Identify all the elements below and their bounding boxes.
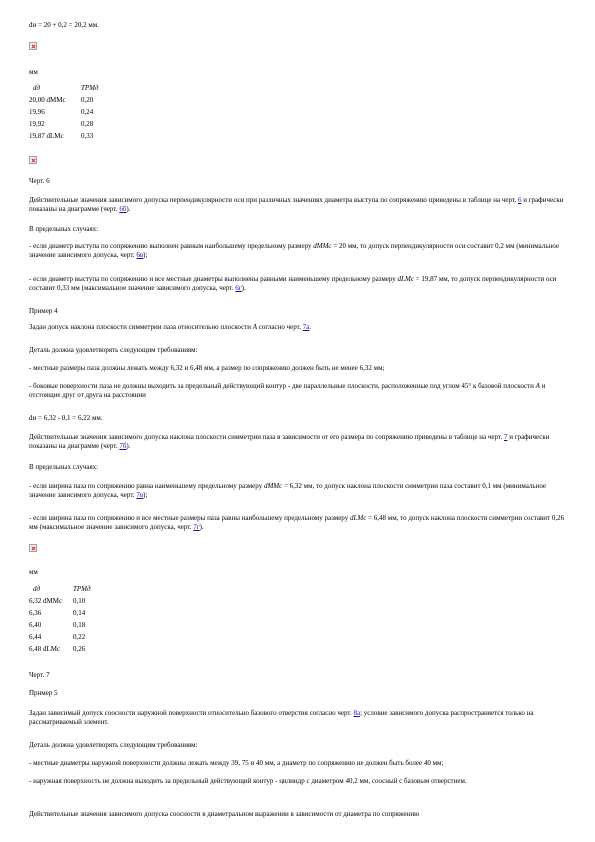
broken-image-icon	[29, 42, 37, 50]
text-part: Задан зависимый допуск соосности наружной поверхности относительно базового отверстия согласно черт.	[29, 709, 354, 717]
unit-label: мм	[29, 68, 38, 76]
text-part: - боковые поверхности паза не должны выходить за предельный действующий контур - две параллельные плоскости, расположенные под углом 45° к базовой плоскости	[29, 382, 536, 390]
chart-7g-link[interactable]: 7г	[193, 522, 200, 531]
paragraph: - местные диаметры наружной поверхности должны лежать между 39, 75 и 40 мм, а диаметр по сопряжению не должен быть более 40 мм;	[29, 759, 444, 767]
paragraph	[29, 709, 574, 726]
symbol: dMMс	[313, 242, 332, 250]
paragraph	[29, 323, 574, 332]
chart-7v-link[interactable]: 7в	[136, 490, 144, 499]
paragraph: - наружная поверхность не должна выходить за предельный действующий контур - цилиндр с диаметром 40,2 мм, соосный с базовым отверстием.	[29, 777, 467, 785]
paragraph: В предельных случаях:	[29, 225, 99, 233]
formula-line: dи = 20 + 0,2 = 20,2 мм.	[29, 21, 99, 29]
paragraph	[29, 196, 574, 213]
paragraph	[29, 482, 574, 499]
text-part: - если диаметр выступа по сопряжению и все местные диаметры выполнены равными наименьшему предельному размеру	[29, 275, 398, 283]
text-part: ; условие зависимого допуска распространяется только на рассматриваемый элемент.	[29, 709, 534, 726]
text-part: .	[309, 323, 312, 331]
chart-6v-link[interactable]: 6в	[136, 250, 144, 259]
text-part: и графически показаны на диаграмме (черт.	[29, 196, 564, 213]
chart-6b-link[interactable]: 6б	[119, 204, 127, 213]
symbol: dMMс	[263, 482, 283, 490]
text-part: - если диаметр выступа по сопряжению выполнен равным наибольшему предельному размеру	[29, 242, 314, 250]
text-part: и графически показаны на диаграмме (черт.	[29, 433, 550, 450]
symbol: dLMс	[349, 514, 367, 522]
text-part: = 6,32 мм, то допуск наклона плоскости симметрии паза составит 0,1 мм (минимальное значение зависимого допуска, черт.	[29, 482, 547, 499]
text-part: );	[143, 250, 148, 259]
text-part: ).	[126, 441, 131, 450]
text-part: - если ширина паза по сопряжению и все местные размеры паза равны наибольшему предельному размеру	[29, 514, 350, 522]
symbol: dLMс	[397, 275, 414, 283]
chart-8a-link[interactable]: 8а	[353, 709, 361, 717]
broken-image-icon	[29, 156, 37, 164]
text-part: согласно черт.	[257, 323, 303, 331]
text-part: и отстоящие друг от друга на расстоянии	[29, 382, 546, 399]
paragraph: - местные размеры паза должны лежать между 6,32 и 6,48 мм, а размер по сопряжению должен быть не менее 6,32 мм;	[29, 364, 385, 372]
text-part: = 6,48 мм, то допуск наклона плоскости симметрии составит 0,26 мм (максимальное значение зависимого допуска, черт.	[29, 514, 565, 531]
figure-caption: Черт. 7	[29, 671, 50, 679]
chart-7b-link[interactable]: 7б	[119, 441, 127, 450]
text-part: );	[143, 490, 148, 499]
broken-image-icon	[29, 544, 37, 552]
chart-7-link[interactable]: 7	[503, 433, 508, 441]
text-part: Действительные значения зависимого допуска наклона плоскости симметрии паза в зависимости от его размера по сопряжению приведены в таблице на черт.	[29, 433, 504, 441]
text-part: ).	[241, 283, 246, 292]
paragraph: Деталь должна удовлетворять следующим требованиям:	[29, 346, 198, 354]
text-part: ).	[199, 522, 204, 531]
example-title: Пример 5	[29, 689, 58, 697]
text-part: = 19,87 мм, то допуск перпендикулярности оси составит 0,33 мм (максимальное значение зависимого допуска, черт.	[29, 275, 557, 292]
paragraph	[29, 382, 574, 399]
text-part: Задан допуск наклона плоскости симметрии паза относительно плоскости	[29, 323, 253, 331]
paragraph	[29, 242, 574, 259]
formula-line: dи = 6,32 - 0,1 = 6,22 мм.	[29, 414, 103, 422]
chart-6-link[interactable]: 6	[517, 196, 522, 204]
paragraph: Действительные значения зависимого допуска соосности в диаметральном выражении в зависимости от диаметра по сопряжению	[29, 810, 420, 818]
symbol: A	[535, 382, 540, 390]
text-part: Действительные значения зависимого допуска перпендикулярности оси при различных значениях диаметра выступа по сопряжению приведены в таблице на черт.	[29, 196, 518, 204]
paragraph	[29, 275, 574, 292]
paragraph	[29, 433, 574, 450]
chart-6g-link[interactable]: 6г	[235, 283, 242, 292]
chart-7a-link[interactable]: 7а	[302, 323, 310, 331]
text-part: - если ширина паза по сопряжению равна наименьшему предельному размеру	[29, 482, 264, 490]
symbol: A	[252, 323, 258, 331]
text-part: ).	[126, 204, 131, 213]
text-part: = 20 мм, то допуск перпендикулярности оси составит 0,2 мм (минимальное значение зависимого допуска, черт.	[29, 242, 559, 259]
figure-caption: Черт. 6	[29, 177, 50, 185]
paragraph: В предельных случаях:	[29, 463, 99, 471]
paragraph	[29, 514, 574, 531]
unit-label: мм	[29, 568, 38, 576]
paragraph: Деталь должна удовлетворять следующим требованиям:	[29, 741, 198, 749]
example-title: Пример 4	[29, 307, 58, 315]
